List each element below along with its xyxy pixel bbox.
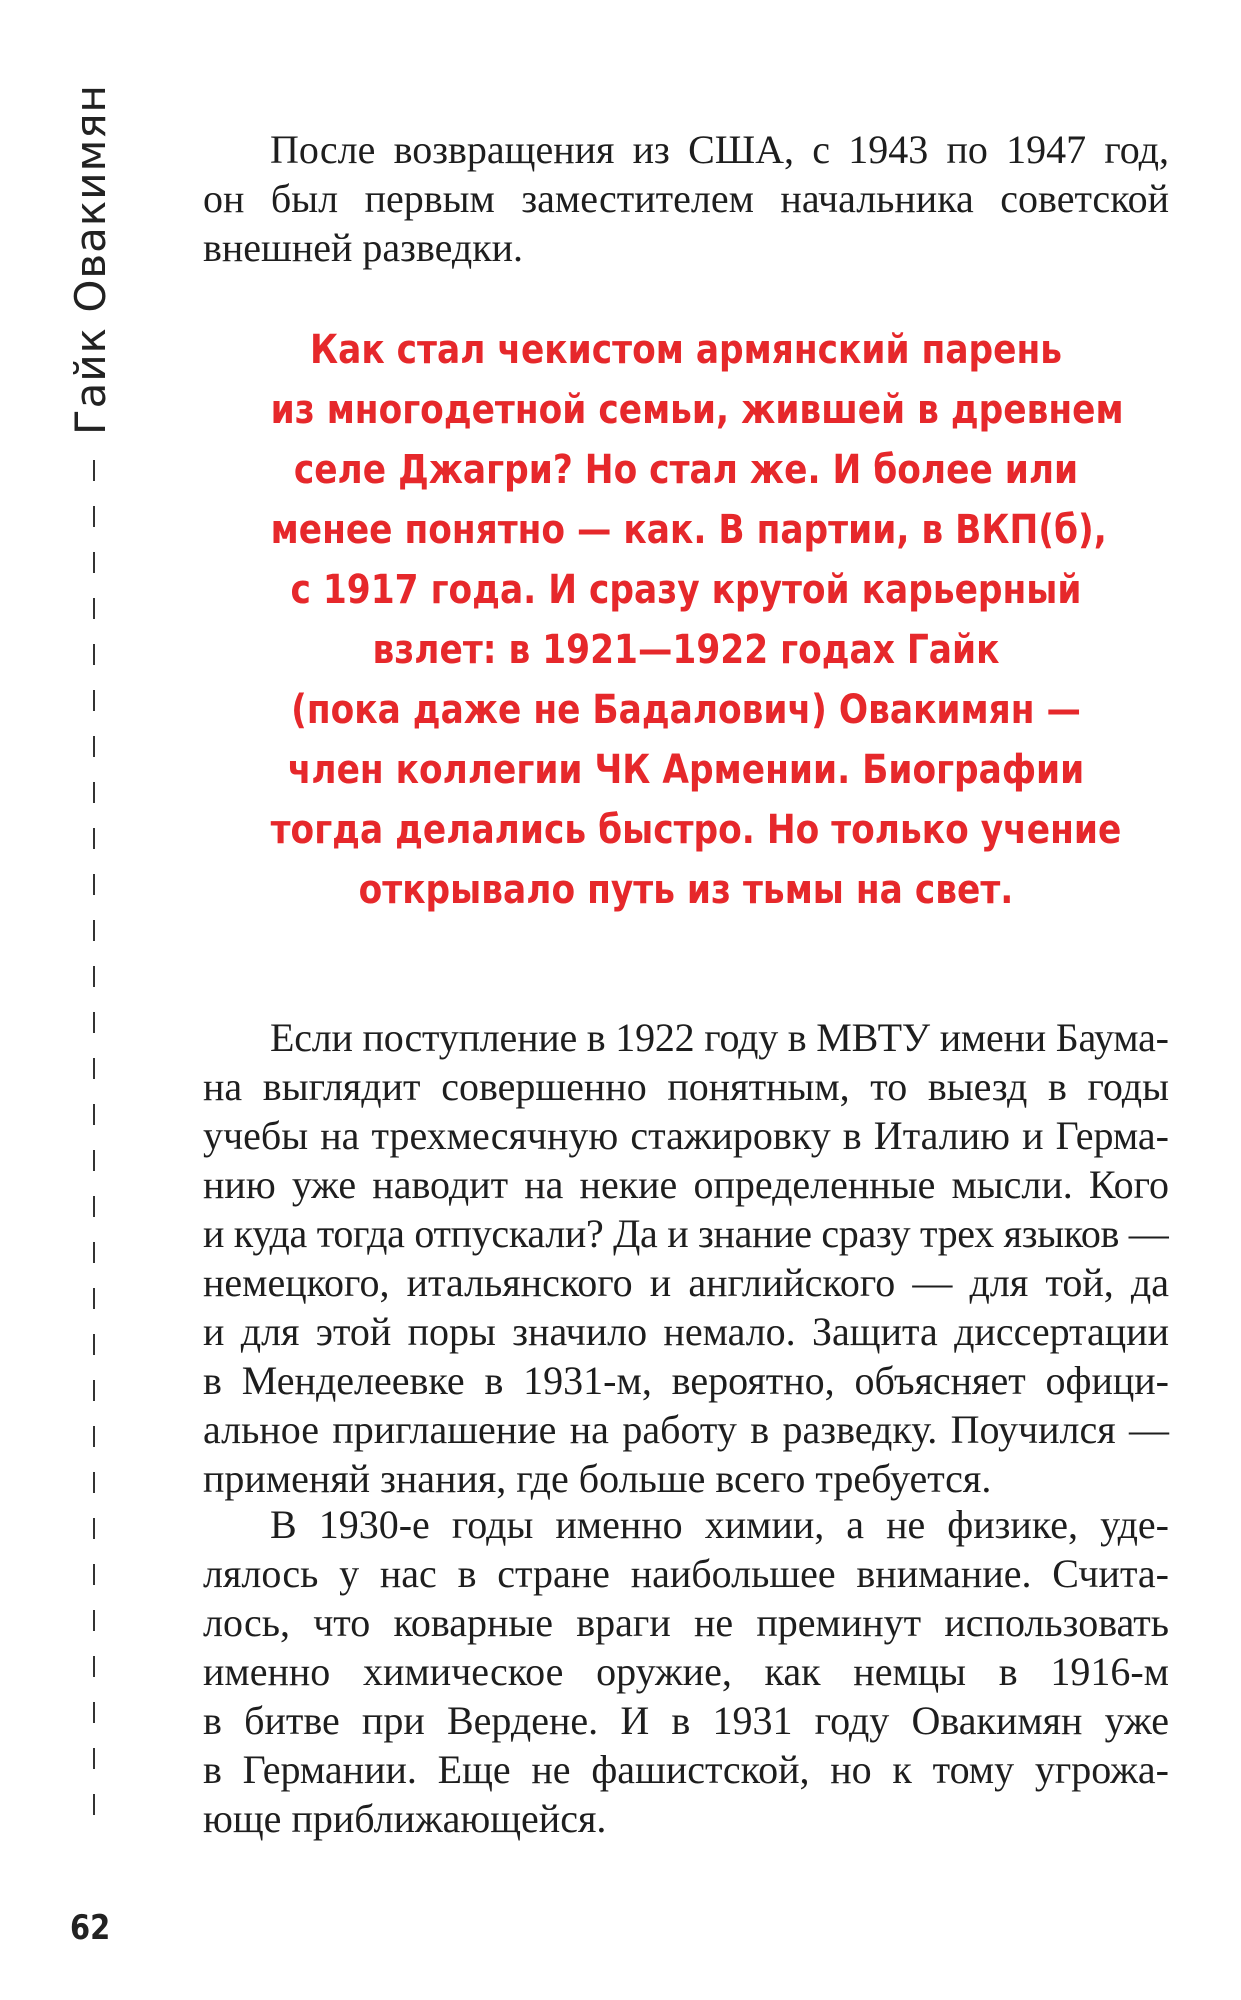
dash-segment: [93, 1518, 95, 1539]
dash-segment: [93, 1288, 95, 1309]
body-line: учебы на трехмесячную стажировку в Италию и Герма-: [203, 1113, 1169, 1158]
pull-quote: [203, 320, 1169, 920]
body-line: именно химическое оружие, как немцы в 1916-м: [203, 1649, 1169, 1694]
paragraph-2: [203, 1013, 1169, 1503]
pull-quote-line: (пока даже не Бадалович) Овакимян —: [291, 687, 1081, 733]
body-line: нию уже наводит на некие определенные мысли. Кого: [203, 1162, 1169, 1207]
pull-quote-line: член коллегии ЧК Армении. Биографии: [287, 747, 1085, 793]
dash-segment: [93, 1702, 95, 1723]
dash-segment: [93, 460, 95, 481]
intro-line: он был первым заместителем начальника советской: [203, 176, 1169, 221]
intro-line: внешней разведки.: [203, 225, 524, 270]
body-line: немецкого, итальянского и английского — для той, да: [203, 1260, 1169, 1305]
dash-segment: [93, 736, 95, 757]
dash-segment: [93, 506, 95, 527]
dash-segment: [93, 644, 95, 665]
pull-quote-line: тогда делались быстро. Но только учение: [270, 807, 1122, 853]
pull-quote-line: с 1917 года. И сразу крутой карьерный: [290, 567, 1082, 613]
intro-line: После возвращения из США, с 1943 по 1947 год,: [270, 127, 1169, 172]
dash-segment: [93, 690, 95, 711]
margin-dashed-rule: [93, 460, 95, 1840]
dash-segment: [93, 966, 95, 987]
dash-segment: [93, 1426, 95, 1447]
body-line: и для этой поры значило немало. Защита диссертации: [203, 1309, 1169, 1354]
page-number: 62: [70, 1908, 111, 1948]
dash-segment: [93, 598, 95, 619]
body-line: Если поступление в 1922 году в МВТУ имени Баума-: [270, 1015, 1169, 1060]
dash-segment: [93, 1242, 95, 1263]
pull-quote-line: взлет: в 1921—1922 годах Гайк: [372, 627, 1000, 673]
pull-quote-line: селе Джагри? Но стал же. И более или: [293, 447, 1079, 493]
body-line: на выглядит совершенно понятным, то выезд в годы: [203, 1064, 1169, 1109]
dash-segment: [93, 874, 95, 895]
running-head: [62, 84, 122, 445]
dash-segment: [93, 1334, 95, 1355]
dash-segment: [93, 1564, 95, 1585]
dash-segment: [93, 1012, 95, 1033]
dash-segment: [93, 1794, 95, 1815]
body-line: и куда тогда отпускали? Да и знание сразу трех языков —: [203, 1211, 1169, 1256]
dash-segment: [93, 1472, 95, 1493]
body-line: юще приближающейся.: [203, 1796, 607, 1841]
dash-segment: [93, 1748, 95, 1769]
dash-segment: [93, 1380, 95, 1401]
pull-quote-line: из многодетной семьи, жившей в древнем: [270, 387, 1124, 433]
dash-segment: [93, 1196, 95, 1217]
intro-paragraph: [203, 125, 1169, 272]
dash-segment: [93, 1150, 95, 1171]
dash-segment: [93, 1058, 95, 1079]
body-line: в Менделеевке в 1931-м, вероятно, объясняет офици-: [203, 1358, 1169, 1403]
body-line: применяй знания, где больше всего требуется.: [203, 1456, 992, 1501]
dash-segment: [93, 1104, 95, 1125]
paragraph-3: [203, 1500, 1169, 1843]
body-line: лось, что коварные враги не преминут использовать: [203, 1600, 1169, 1645]
body-line: В 1930-е годы именно химии, а не физике, уде-: [270, 1502, 1169, 1547]
dash-segment: [93, 552, 95, 573]
running-head-title: Гайк Овакимян: [66, 84, 115, 435]
dash-segment: [93, 920, 95, 941]
body-line: лялось у нас в стране наибольшее внимание. Счита-: [203, 1551, 1169, 1596]
dash-segment: [93, 1656, 95, 1677]
body-line: альное приглашение на работу в разведку. Поучился —: [203, 1407, 1169, 1452]
dash-segment: [93, 828, 95, 849]
dash-segment: [93, 782, 95, 803]
body-line: в Германии. Еще не фашистской, но к тому угрожа-: [203, 1747, 1169, 1792]
pull-quote-line: менее понятно — как. В партии, в ВКП(б),: [270, 507, 1107, 553]
pull-quote-line: открывало путь из тьмы на свет.: [358, 867, 1014, 913]
dash-segment: [93, 1610, 95, 1631]
body-line: в битве при Вердене. И в 1931 году Овакимян уже: [203, 1698, 1169, 1743]
pull-quote-line: Как стал чекистом армянский парень: [309, 327, 1063, 373]
